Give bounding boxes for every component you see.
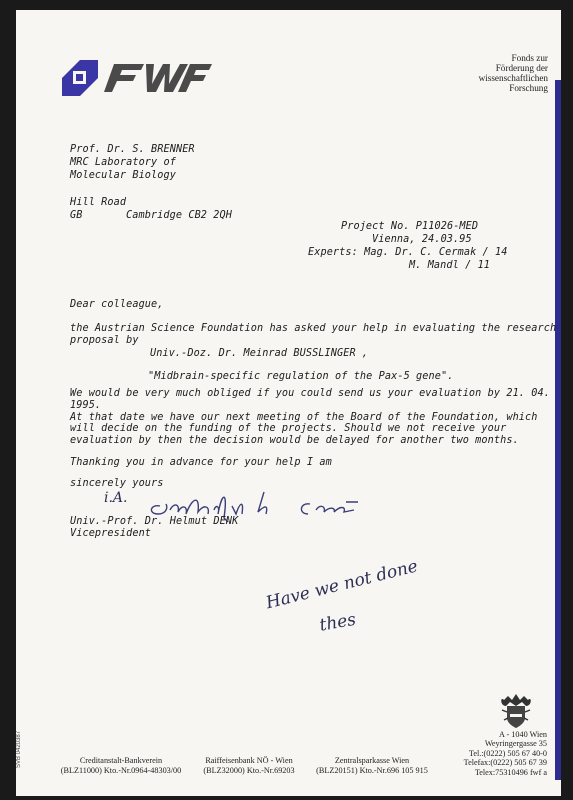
thanks-line: Thanking you in advance for your help I am [70, 457, 332, 468]
fwf-logo [62, 58, 212, 102]
handwritten-note-line1: Have we not done [264, 556, 420, 614]
body-line: We would be very much obliged if you could send us your evaluation by 21. 04. [70, 388, 550, 399]
page-edge-stripe [555, 80, 561, 780]
body-line: 1995. [70, 400, 102, 411]
address-line: Weyringergasse 35 [484, 739, 547, 748]
coat-of-arms-icon [498, 692, 534, 734]
proposal-title: "Midbrain-specific regulation of the Pax-5 gene". [148, 371, 454, 382]
closing: sincerely yours [70, 478, 164, 489]
fonds-line: Förderung der [495, 63, 548, 73]
body-line: the Austrian Science Foundation has asked your help in evaluating the research [70, 323, 557, 334]
fax-line: Telefax:(0222) 505 67 39 [463, 758, 547, 767]
experts-line: Experts: Mag. Dr. C. Cermak / 14 [308, 247, 508, 258]
signatory-name: Univ.-Prof. Dr. Helmut DENK [70, 516, 239, 527]
recipient-line: Molecular Biology [70, 170, 176, 181]
bank-info-3 [312, 756, 432, 776]
foundation-address [464, 730, 547, 778]
bank-account: (BLZ11000) Kto.-Nr.0964-48303/00 [60, 766, 182, 775]
letter-date: Vienna, 24.03.95 [372, 234, 472, 245]
bank-name: Creditanstalt-Bankverein [79, 756, 163, 765]
foundation-name [428, 53, 548, 93]
phone-line: Tel.:(0222) 505 67 40-0 [468, 748, 547, 758]
document-code: SVB 0420387 [16, 730, 22, 768]
applicant-name: Univ.-Doz. Dr. Meinrad BUSSLINGER , [150, 348, 369, 359]
recipient-city: Cambridge CB2 2QH [126, 210, 232, 221]
recipient-name: Prof. Dr. S. BRENNER [70, 144, 195, 155]
fonds-line: Fonds zur [511, 53, 548, 63]
recipient-line: MRC Laboratory of [70, 157, 176, 168]
bank-name: Raiffeisenbank NÖ - Wien [205, 756, 293, 765]
body-line: will decide on the funding of the projects. Should we not receive your [70, 423, 507, 434]
signature-initials: i.A. [104, 490, 128, 506]
salutation: Dear colleague, [70, 299, 164, 310]
body-line: proposal by [70, 335, 139, 346]
bank-info-2 [194, 756, 304, 776]
telex-line: Telex:75310496 fwf a [474, 767, 547, 777]
address-line: A - 1040 Wien [499, 729, 547, 739]
fonds-line: wissenschaftlichen [478, 73, 548, 83]
recipient-street: Hill Road [70, 197, 127, 208]
signatory-title: Vicepresident [70, 528, 152, 539]
bank-info-1 [56, 756, 186, 776]
recipient-country: GB [70, 210, 83, 221]
body-line: At that date we have our next meeting of the Board of the Foundation, which [70, 412, 538, 423]
body-line: evaluation by then the decision would be delayed for another two months. [70, 435, 519, 446]
bank-name: Zentralsparkasse Wien [334, 756, 410, 765]
experts-line-2: M. Mandl / 11 [409, 260, 491, 271]
project-number: Project No. P11026-MED [341, 221, 479, 232]
handwritten-note-line2: thes [318, 609, 358, 636]
letter-page [16, 10, 561, 796]
bank-account: (BLZ20151) Kto.-Nr.696 105 915 [316, 766, 428, 775]
bank-account: (BLZ32000) Kto.-Nr.69203 [203, 766, 295, 775]
fonds-line: Forschung [509, 83, 548, 93]
